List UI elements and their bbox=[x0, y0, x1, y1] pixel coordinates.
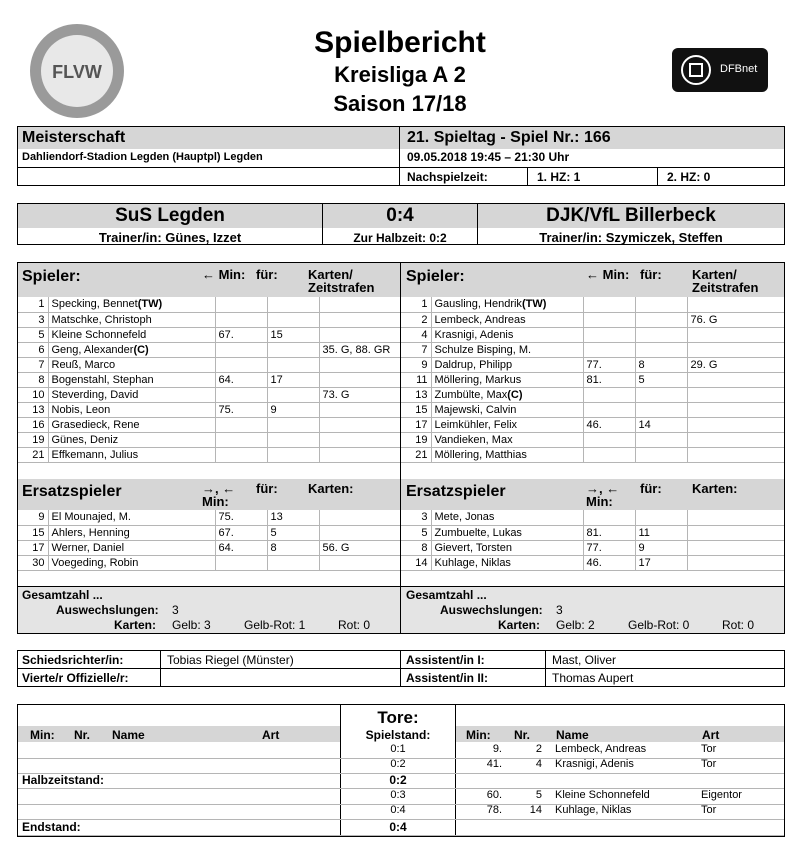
goal-player-name: Krasnigi, Adenis bbox=[555, 758, 634, 770]
player-number: 19 bbox=[401, 432, 431, 447]
player-name: Nobis, Leon bbox=[48, 402, 215, 417]
goal-type: Eigentor bbox=[701, 789, 742, 801]
sub-for bbox=[635, 402, 687, 417]
sub-minute: 64. bbox=[215, 540, 267, 555]
player-number: 7 bbox=[18, 357, 48, 372]
home-sub-cards-heading: Karten: bbox=[308, 481, 354, 496]
sub-minute: 46. bbox=[583, 417, 635, 432]
player-role-tag: (TW) bbox=[137, 298, 163, 311]
player-number: 8 bbox=[401, 540, 431, 555]
sub-for bbox=[267, 297, 319, 312]
player-role-tag: (C) bbox=[507, 388, 523, 401]
player-number: 9 bbox=[401, 357, 431, 372]
sub-for bbox=[635, 387, 687, 402]
player-name: Geng, Alexander(C) bbox=[48, 342, 215, 357]
player-number: 1 bbox=[401, 297, 431, 312]
home-team: SuS Legden bbox=[115, 205, 225, 226]
goal-type: Tor bbox=[701, 758, 717, 770]
away-sub-row bbox=[401, 540, 784, 555]
player-name: Lembeck, Andreas bbox=[431, 312, 583, 327]
away-cards-heading: Karten/ Zeitstrafen bbox=[692, 267, 759, 295]
halftime-label: Halbzeitstand: bbox=[22, 773, 105, 787]
away-player-row bbox=[401, 447, 784, 462]
cards: 35. G, 88. GR bbox=[319, 342, 400, 357]
sub-for bbox=[635, 447, 687, 462]
cards bbox=[687, 342, 784, 357]
home-totals-label: Gesamtzahl ... bbox=[22, 588, 103, 602]
player-name: Gausling, Hendrik(TW) bbox=[431, 297, 583, 312]
svg-text:FLVW: FLVW bbox=[52, 62, 102, 82]
away-player-row bbox=[401, 342, 784, 357]
player-number: 17 bbox=[18, 540, 48, 555]
goals-title: Tore: bbox=[377, 708, 419, 727]
goals-away-min-col: Min: bbox=[466, 728, 491, 742]
player-name: Günes, Deniz bbox=[48, 432, 215, 447]
away-red: Rot: 0 bbox=[722, 618, 755, 632]
cards: 73. G bbox=[319, 387, 400, 402]
cards bbox=[319, 402, 400, 417]
sub-minute bbox=[215, 297, 267, 312]
away-cards-label: Karten: bbox=[497, 618, 540, 632]
away-trainer: Trainer/in: Szymiczek, Steffen bbox=[539, 230, 723, 245]
player-role-tag: (TW) bbox=[521, 298, 547, 311]
flvw-logo bbox=[28, 22, 126, 120]
cards bbox=[687, 447, 784, 462]
player-name: Ahlers, Henning bbox=[48, 525, 215, 540]
player-number: 15 bbox=[18, 525, 48, 540]
away-player-row bbox=[401, 327, 784, 342]
goals-home-name-col: Name bbox=[112, 728, 145, 742]
goal-minute: 78. bbox=[486, 804, 502, 816]
first-half-extra: 1. HZ: 1 bbox=[537, 170, 581, 184]
sub-minute: 81. bbox=[583, 525, 635, 540]
player-name: Zumbülte, Max(C) bbox=[431, 387, 583, 402]
goal-score: 0:4 bbox=[390, 804, 406, 816]
sub-for: 5 bbox=[267, 525, 319, 540]
assistant2-name: Thomas Aupert bbox=[552, 671, 634, 685]
halftime-score: Zur Halbzeit: 0:2 bbox=[353, 231, 447, 245]
home-for-heading: für: bbox=[256, 267, 278, 282]
away-player-row bbox=[401, 402, 784, 417]
dfbnet-label: DFBnet bbox=[720, 63, 758, 75]
goal-score: 0:2 bbox=[390, 758, 406, 770]
cards bbox=[687, 402, 784, 417]
home-player-row bbox=[18, 387, 400, 402]
cards bbox=[687, 327, 784, 342]
cards bbox=[319, 312, 400, 327]
player-name: Möllering, Matthias bbox=[431, 447, 583, 462]
away-player-row bbox=[401, 387, 784, 402]
dfbnet-logo bbox=[672, 48, 768, 92]
sub-for bbox=[267, 417, 319, 432]
sub-for bbox=[635, 342, 687, 357]
sub-minute: 67. bbox=[215, 525, 267, 540]
sub-for: 9 bbox=[635, 540, 687, 555]
sub-minute bbox=[215, 387, 267, 402]
player-number: 5 bbox=[18, 327, 48, 342]
away-sub-for-heading: für: bbox=[640, 481, 662, 496]
home-trainer: Trainer/in: Günes, Izzet bbox=[98, 230, 242, 245]
sub-for bbox=[267, 357, 319, 372]
referee-name: Tobias Riegel (Münster) bbox=[167, 653, 294, 667]
cards bbox=[319, 357, 400, 372]
league-name: Kreisliga A 2 bbox=[334, 62, 466, 87]
player-name: Bogenstahl, Stephan bbox=[48, 372, 215, 387]
goal-player-number: 2 bbox=[535, 743, 542, 755]
sub-for: 9 bbox=[267, 402, 319, 417]
referee-label: Schiedsrichter/in: bbox=[22, 653, 124, 667]
goal-score: 0:1 bbox=[390, 743, 406, 755]
sub-for: 8 bbox=[635, 357, 687, 372]
away-player-row bbox=[401, 372, 784, 387]
home-players-heading: Spieler: bbox=[22, 268, 81, 285]
away-for-heading: für: bbox=[640, 267, 662, 282]
home-player-row bbox=[18, 447, 400, 462]
home-player-row bbox=[18, 402, 400, 417]
cards bbox=[687, 387, 784, 402]
away-player-row bbox=[401, 297, 784, 312]
sub-minute: 46. bbox=[583, 555, 635, 570]
second-half-extra: 2. HZ: 0 bbox=[667, 170, 711, 184]
cards bbox=[319, 510, 400, 525]
player-number: 5 bbox=[401, 525, 431, 540]
home-player-row bbox=[18, 297, 400, 312]
away-subs-count-label: Auswechslungen: bbox=[440, 603, 543, 617]
goal-player-number: 14 bbox=[529, 804, 542, 816]
home-player-row bbox=[18, 372, 400, 387]
final-score: 0:4 bbox=[386, 205, 414, 226]
player-number: 21 bbox=[401, 447, 431, 462]
player-name: Krasnigi, Adenis bbox=[431, 327, 583, 342]
cards bbox=[319, 372, 400, 387]
away-sub-min-heading: →, ← Min: bbox=[586, 481, 620, 509]
sub-minute bbox=[583, 312, 635, 327]
sub-for bbox=[267, 432, 319, 447]
cards: 56. G bbox=[319, 540, 400, 555]
player-name: Vandieken, Max bbox=[431, 432, 583, 447]
sub-minute bbox=[215, 342, 267, 357]
report-title: Spielbericht bbox=[314, 26, 486, 59]
player-name: Zumbuelte, Lukas bbox=[431, 525, 583, 540]
player-number: 3 bbox=[18, 312, 48, 327]
home-subs-count: 3 bbox=[172, 603, 179, 617]
player-number: 21 bbox=[18, 447, 48, 462]
player-number: 3 bbox=[401, 510, 431, 525]
away-subs-table bbox=[401, 510, 784, 571]
player-name: Majewski, Calvin bbox=[431, 402, 583, 417]
sub-for: 15 bbox=[267, 327, 319, 342]
home-cards-label: Karten: bbox=[113, 618, 156, 632]
player-name: Voegeding, Robin bbox=[48, 555, 215, 570]
player-number: 6 bbox=[18, 342, 48, 357]
away-sub-row bbox=[401, 555, 784, 570]
sub-for: 17 bbox=[267, 372, 319, 387]
player-name: Mete, Jonas bbox=[431, 510, 583, 525]
cards bbox=[687, 297, 784, 312]
sub-for: 5 bbox=[635, 372, 687, 387]
season-label: Saison 17/18 bbox=[333, 91, 467, 116]
player-number: 11 bbox=[401, 372, 431, 387]
sub-minute bbox=[215, 432, 267, 447]
player-name: Möllering, Markus bbox=[431, 372, 583, 387]
sub-minute bbox=[215, 357, 267, 372]
player-name: Kleine Schonnefeld bbox=[48, 327, 215, 342]
player-name: Reuß, Marco bbox=[48, 357, 215, 372]
away-sub-row bbox=[401, 525, 784, 540]
cards bbox=[687, 510, 784, 525]
away-player-row bbox=[401, 417, 784, 432]
away-player-row bbox=[401, 357, 784, 372]
sub-for: 8 bbox=[267, 540, 319, 555]
goals-home-min-col: Min: bbox=[30, 728, 55, 742]
player-number: 8 bbox=[18, 372, 48, 387]
sub-minute bbox=[583, 432, 635, 447]
sub-minute: 77. bbox=[583, 357, 635, 372]
goal-player-name: Kuhlage, Niklas bbox=[555, 804, 632, 816]
match-datetime: 09.05.2018 19:45 – 21:30 Uhr bbox=[407, 150, 570, 164]
player-number: 10 bbox=[18, 387, 48, 402]
away-yellowred: Gelb-Rot: 0 bbox=[628, 618, 690, 632]
goal-minute: 60. bbox=[486, 789, 502, 801]
cards: 29. G bbox=[687, 357, 784, 372]
home-player-row bbox=[18, 432, 400, 447]
sub-minute bbox=[583, 402, 635, 417]
player-name: Matschke, Christoph bbox=[48, 312, 215, 327]
player-number: 1 bbox=[18, 297, 48, 312]
home-subs-table bbox=[18, 510, 400, 571]
cards bbox=[687, 525, 784, 540]
player-name: Specking, Bennet(TW) bbox=[48, 297, 215, 312]
home-red: Rot: 0 bbox=[338, 618, 371, 632]
sub-for: 13 bbox=[267, 510, 319, 525]
home-yellowred: Gelb-Rot: 1 bbox=[244, 618, 306, 632]
home-sub-min-heading: →, ← Min: bbox=[202, 481, 236, 509]
sub-for bbox=[267, 447, 319, 462]
goals-away-name-col: Name bbox=[556, 728, 589, 742]
sub-for bbox=[635, 327, 687, 342]
goals-home-nr-col: Nr. bbox=[74, 728, 91, 742]
sub-for: 14 bbox=[635, 417, 687, 432]
goal-minute: 41. bbox=[486, 758, 502, 770]
away-team: DJK/VfL Billerbeck bbox=[546, 205, 716, 226]
cards bbox=[319, 327, 400, 342]
assistant1-label: Assistent/in I: bbox=[406, 653, 485, 667]
away-sub-cards-heading: Karten: bbox=[692, 481, 738, 496]
sub-for bbox=[267, 342, 319, 357]
away-players-table bbox=[401, 297, 784, 463]
matchday-info: 21. Spieltag - Spiel Nr.: 166 bbox=[407, 129, 611, 146]
away-totals-label: Gesamtzahl ... bbox=[406, 588, 487, 602]
sub-for bbox=[635, 432, 687, 447]
away-player-row bbox=[401, 312, 784, 327]
sub-minute: 77. bbox=[583, 540, 635, 555]
sub-for: 17 bbox=[635, 555, 687, 570]
goals-away-type-col: Art bbox=[702, 728, 720, 742]
player-number: 13 bbox=[18, 402, 48, 417]
assistant2-label: Assistent/in II: bbox=[406, 671, 489, 685]
cards bbox=[319, 297, 400, 312]
sub-minute bbox=[583, 387, 635, 402]
extra-time-label: Nachspielzeit: bbox=[407, 170, 488, 184]
assistant1-name: Mast, Oliver bbox=[552, 653, 617, 667]
sub-minute bbox=[215, 312, 267, 327]
player-number: 16 bbox=[18, 417, 48, 432]
player-name: Gievert, Torsten bbox=[431, 540, 583, 555]
player-number: 4 bbox=[401, 327, 431, 342]
goal-player-name: Lembeck, Andreas bbox=[555, 743, 647, 755]
away-min-heading: ← Min: bbox=[586, 267, 630, 282]
away-yellow: Gelb: 2 bbox=[556, 618, 595, 632]
sub-minute bbox=[583, 327, 635, 342]
away-subs-count: 3 bbox=[556, 603, 563, 617]
home-sub-row bbox=[18, 525, 400, 540]
player-number: 2 bbox=[401, 312, 431, 327]
away-sub-row bbox=[401, 510, 784, 525]
home-players-table bbox=[18, 297, 400, 463]
sub-for bbox=[635, 510, 687, 525]
player-name: Werner, Daniel bbox=[48, 540, 215, 555]
home-subs-heading: Ersatzspieler bbox=[22, 483, 122, 500]
sub-minute bbox=[215, 447, 267, 462]
sub-minute: 67. bbox=[215, 327, 267, 342]
sub-for: 11 bbox=[635, 525, 687, 540]
goal-player-number: 4 bbox=[535, 758, 542, 770]
cards bbox=[319, 417, 400, 432]
home-player-row bbox=[18, 312, 400, 327]
sub-minute bbox=[583, 297, 635, 312]
away-player-row bbox=[401, 432, 784, 447]
home-player-row bbox=[18, 327, 400, 342]
player-name: Daldrup, Philipp bbox=[431, 357, 583, 372]
player-name: Leimkühler, Felix bbox=[431, 417, 583, 432]
player-name: El Mounajed, M. bbox=[48, 510, 215, 525]
player-name: Effkemann, Julius bbox=[48, 447, 215, 462]
sub-minute: 81. bbox=[583, 372, 635, 387]
sub-minute bbox=[215, 555, 267, 570]
goals-score-col: Spielstand: bbox=[365, 728, 431, 742]
home-min-heading: ← Min: bbox=[202, 267, 246, 282]
player-number: 7 bbox=[401, 342, 431, 357]
cards bbox=[319, 432, 400, 447]
cards bbox=[687, 372, 784, 387]
player-number: 13 bbox=[401, 387, 431, 402]
home-yellow: Gelb: 3 bbox=[172, 618, 211, 632]
sub-for bbox=[635, 297, 687, 312]
player-name: Steverding, David bbox=[48, 387, 215, 402]
goal-player-name: Kleine Schonnefeld bbox=[555, 789, 650, 801]
player-number: 14 bbox=[401, 555, 431, 570]
home-sub-row bbox=[18, 510, 400, 525]
player-number: 30 bbox=[18, 555, 48, 570]
goal-minute: 9. bbox=[492, 743, 502, 755]
sub-for bbox=[267, 312, 319, 327]
venue: Dahliendorf-Stadion Legden (Hauptpl) Legden bbox=[22, 151, 263, 163]
goal-row-divider bbox=[18, 835, 784, 836]
away-subs-heading: Ersatzspieler bbox=[406, 483, 506, 500]
away-players-heading: Spieler: bbox=[406, 268, 465, 285]
home-cards-heading: Karten/ Zeitstrafen bbox=[308, 267, 375, 295]
sub-for bbox=[267, 555, 319, 570]
player-number: 19 bbox=[18, 432, 48, 447]
goal-score: 0:3 bbox=[390, 789, 406, 801]
player-number: 15 bbox=[401, 402, 431, 417]
player-name: Schulze Bisping, M. bbox=[431, 342, 583, 357]
cards bbox=[687, 540, 784, 555]
player-number: 9 bbox=[18, 510, 48, 525]
home-sub-row bbox=[18, 555, 400, 570]
sub-minute: 64. bbox=[215, 372, 267, 387]
cards bbox=[687, 555, 784, 570]
sub-for bbox=[267, 387, 319, 402]
cards bbox=[687, 432, 784, 447]
goal-type: Tor bbox=[701, 804, 717, 816]
fourth-official-label: Vierte/r Offizielle/r: bbox=[22, 671, 129, 685]
goal-type: Tor bbox=[701, 743, 717, 755]
sub-minute bbox=[215, 417, 267, 432]
player-number: 17 bbox=[401, 417, 431, 432]
home-subs-count-label: Auswechslungen: bbox=[56, 603, 159, 617]
player-name: Grasedieck, Rene bbox=[48, 417, 215, 432]
cards bbox=[687, 417, 784, 432]
cards bbox=[319, 555, 400, 570]
home-sub-for-heading: für: bbox=[256, 481, 278, 496]
sub-for bbox=[635, 312, 687, 327]
sub-minute bbox=[583, 342, 635, 357]
goals-away-nr-col: Nr. bbox=[514, 728, 531, 742]
final-label: Endstand: bbox=[22, 820, 81, 834]
cards bbox=[319, 525, 400, 540]
sub-minute bbox=[583, 447, 635, 462]
home-player-row bbox=[18, 417, 400, 432]
halftime-goal-score: 0:2 bbox=[389, 773, 407, 787]
home-player-row bbox=[18, 357, 400, 372]
final-goal-score: 0:4 bbox=[389, 820, 407, 834]
sub-minute: 75. bbox=[215, 402, 267, 417]
player-name: Kuhlage, Niklas bbox=[431, 555, 583, 570]
goals-home-type-col: Art bbox=[262, 728, 280, 742]
player-role-tag: (C) bbox=[133, 343, 149, 356]
cards bbox=[319, 447, 400, 462]
sub-minute bbox=[583, 510, 635, 525]
competition-type: Meisterschaft bbox=[22, 129, 126, 146]
cards: 76. G bbox=[687, 312, 784, 327]
goal-player-number: 5 bbox=[535, 789, 542, 801]
home-sub-row bbox=[18, 540, 400, 555]
home-player-row bbox=[18, 342, 400, 357]
sub-minute: 75. bbox=[215, 510, 267, 525]
